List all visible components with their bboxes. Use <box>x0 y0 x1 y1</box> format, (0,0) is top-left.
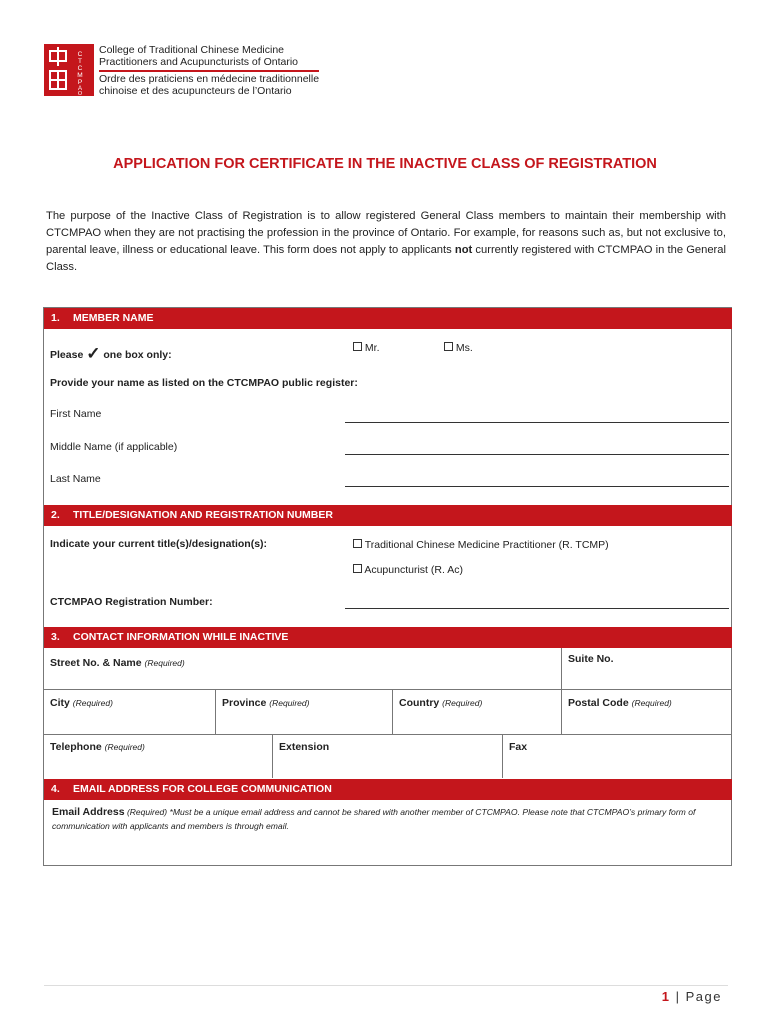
section-1-title: MEMBER NAME <box>73 312 154 324</box>
one-box-text: one box only: <box>103 349 172 361</box>
fax-label: Fax <box>509 741 528 753</box>
country-required: (Required) <box>442 698 483 708</box>
registration-number-label: CTCMPAO Registration Number: <box>50 596 213 608</box>
first-name-field[interactable] <box>345 422 729 423</box>
postal-code-field[interactable] <box>568 697 672 709</box>
suite-field[interactable] <box>568 653 614 665</box>
section-3-header <box>44 627 732 648</box>
svg-text:A: A <box>77 86 83 92</box>
telephone-label: Telephone <box>50 741 102 753</box>
mr-label: Mr. <box>364 342 380 354</box>
first-name-label: First Name <box>50 408 102 420</box>
email-note: *Must be a unique email address and cannot be shared with another member of CTCMPAO. Please note that CTCMPAO’s primary form of communication with applicants and members is through email. <box>52 807 696 831</box>
svg-text:C: C <box>77 51 83 58</box>
intro-text-part1: The purpose of the Inactive Class of Registration is to allow registered General Class members to maintain their membership with CTCMPAO when they are not practising the profession in the province of Ontario. For example, for reasons such as, but not exclusive to, parental leave, illness or educational leave. This form does not apply to applicants <box>46 210 726 256</box>
section-4-header <box>44 779 732 800</box>
section-1-number: 1. <box>51 312 60 324</box>
province-label: Province <box>222 697 267 709</box>
tcmp-checkbox[interactable] <box>353 539 362 548</box>
section-3-title: CONTACT INFORMATION WHILE INACTIVE <box>73 631 289 643</box>
svg-text:O: O <box>77 91 83 96</box>
section-4-title: EMAIL ADDRESS FOR COLLEGE COMMUNICATION <box>73 783 332 795</box>
logo-seal-icon <box>44 44 94 96</box>
please-check-label <box>50 343 172 363</box>
ms-checkbox[interactable] <box>444 342 453 351</box>
checkmark-icon: ✓ <box>86 344 101 363</box>
tcmp-option[interactable] <box>353 539 609 551</box>
city-required: (Required) <box>72 698 113 708</box>
registration-number-field[interactable] <box>345 608 729 609</box>
svg-text:C: C <box>77 65 83 72</box>
city-label: City <box>50 697 70 709</box>
divider <box>215 689 216 734</box>
intro-text-bold: not <box>454 244 473 256</box>
svg-text:T: T <box>78 58 82 65</box>
college-name-line1: College of Traditional Chinese Medicine <box>99 44 285 56</box>
divider <box>44 689 732 690</box>
acupuncturist-checkbox[interactable] <box>353 564 362 573</box>
divider <box>561 648 562 689</box>
section-1-header <box>44 308 732 329</box>
college-name-english <box>99 45 298 68</box>
svg-text:M: M <box>77 72 83 79</box>
intro-text-part2: currently registered with CTCMPAO in the General Class. <box>46 244 726 273</box>
country-label: Country <box>399 697 440 709</box>
street-field[interactable] <box>50 657 185 669</box>
section-2-number: 2. <box>51 509 60 521</box>
page-number-value: 1 <box>661 989 671 1004</box>
mr-option[interactable] <box>353 342 380 354</box>
province-required: (Required) <box>269 698 310 708</box>
middle-name-field[interactable] <box>345 454 729 455</box>
telephone-field[interactable] <box>50 741 145 753</box>
section-2-header <box>44 505 732 526</box>
city-field[interactable] <box>50 697 113 709</box>
extension-label: Extension <box>279 741 330 753</box>
email-field[interactable] <box>52 805 728 833</box>
section-2-title: TITLE/DESIGNATION AND REGISTRATION NUMBER <box>73 509 333 521</box>
tcmp-label: Traditional Chinese Medicine Practitioner (R. TCMP) <box>364 539 609 551</box>
telephone-required: (Required) <box>104 742 145 752</box>
provide-name-label: Provide your name as listed on the CTCMPAO public register: <box>50 377 358 389</box>
postal-code-label: Postal Code <box>568 697 629 709</box>
street-required: (Required) <box>144 658 185 668</box>
province-field[interactable] <box>222 697 309 709</box>
email-required: (Required) <box>126 807 168 817</box>
last-name-label: Last Name <box>50 473 101 485</box>
college-name-fr-line2: chinoise et des acupuncteurs de l’Ontario <box>99 84 292 97</box>
indicate-title-label: Indicate your current title(s)/designation(s): <box>50 538 268 550</box>
country-field[interactable] <box>399 697 482 709</box>
extension-field[interactable] <box>279 741 329 753</box>
logo-divider <box>99 70 319 72</box>
page-title: APPLICATION FOR CERTIFICATE IN THE INACTIVE CLASS OF REGISTRATION <box>113 156 657 172</box>
section-4-number: 4. <box>51 783 60 795</box>
ms-label: Ms. <box>455 342 473 354</box>
divider <box>502 734 503 778</box>
page-label: | Page <box>675 989 722 1004</box>
college-name-french <box>99 74 319 97</box>
divider <box>561 689 562 734</box>
please-text: Please <box>50 349 84 361</box>
fax-field[interactable] <box>509 741 527 753</box>
intro-paragraph <box>46 208 726 276</box>
street-label: Street No. & Name <box>50 657 142 669</box>
acupuncturist-option[interactable] <box>353 564 463 576</box>
email-label: Email Address <box>52 806 125 818</box>
footer-divider <box>44 985 728 986</box>
ms-option[interactable] <box>444 342 473 354</box>
college-name-fr-line1: Ordre des praticiens en médecine traditionnelle <box>99 73 320 85</box>
divider <box>272 734 273 778</box>
divider <box>392 689 393 734</box>
mr-checkbox[interactable] <box>353 342 362 351</box>
svg-text:P: P <box>77 79 83 86</box>
page-number <box>662 989 722 1004</box>
section-3-number: 3. <box>51 631 60 643</box>
middle-name-label: Middle Name (if applicable) <box>50 441 178 453</box>
suite-label: Suite No. <box>568 653 614 665</box>
acupuncturist-label: Acupuncturist (R. Ac) <box>364 564 463 576</box>
divider <box>44 734 732 735</box>
last-name-field[interactable] <box>345 486 729 487</box>
postal-code-required: (Required) <box>631 698 672 708</box>
college-logo <box>44 44 94 96</box>
college-name-line2: Practitioners and Acupuncturists of Ontario <box>99 55 299 68</box>
